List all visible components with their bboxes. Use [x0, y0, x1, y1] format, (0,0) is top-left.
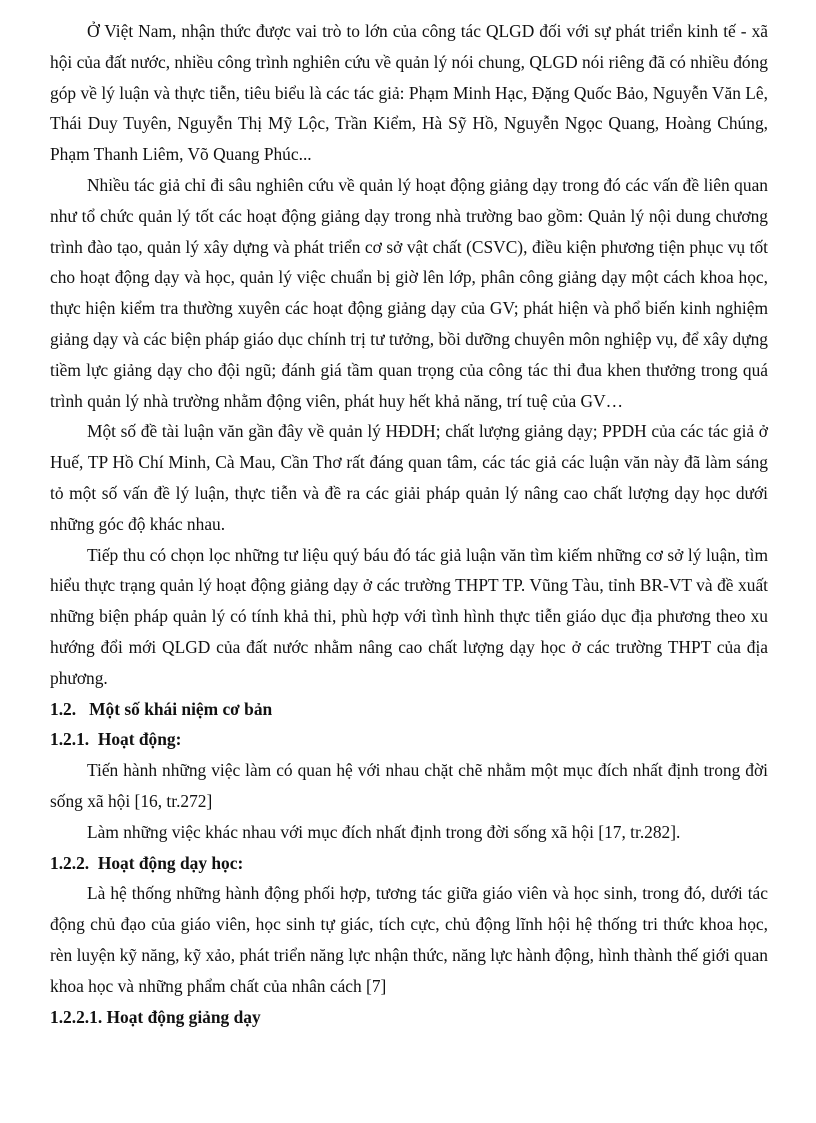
paragraph-activity-def-2: Làm những việc khác nhau với mục đích nhất định trong đời sống xã hội [17, tr.282].: [87, 821, 681, 842]
heading-1-2-2-1: 1.2.2.1. Hoạt động giảng dạy: [50, 1006, 261, 1027]
heading-1-2-2: 1.2.2. Hoạt động dạy học:: [50, 852, 244, 873]
paragraph-teaching-activity-def: Là hệ thống những hành động phối hợp, tương tác giữa giáo viên và học sinh, trong đó, dưới tác động chủ đạo của giáo viên, học sinh tự giác, tích cực, chủ động lĩnh hội hệ thống tri thức khoa học, rèn luyện kỹ năng, kỹ xảo, phát triển năng lực nhận thức, năng lực hành động, hình thành thế giới quan khoa học và những phẩm chất của nhân cách [7]: [50, 883, 768, 996]
heading-1-2: 1.2. Một số khái niệm cơ bản: [50, 698, 273, 719]
paragraph-teaching-management-studies: Nhiều tác giả chỉ đi sâu nghiên cứu về quản lý hoạt động giảng dạy trong đó các vấn đề liên quan như tổ chức quản lý tốt các hoạt động giảng dạy trong nhà trường bao gồm: Quản lý nội dung chương trình đào tạo, quản lý xây dựng và phát triển cơ sở vật chất (CSVC), điều kiện phương tiện phục vụ tốt cho hoạt động dạy và học, quản lý việc chuẩn bị giờ lên lớp, phân công giảng dạy một cách khoa học, thực hiện kiểm tra thường xuyên các hoạt động giảng dạy của GV; phát hiện và phổ biến kinh nghiệm giảng dạy và các biện pháp giáo dục chính trị tư tưởng, bồi dưỡng chuyên môn nghiệp vụ, để xây dựng tiềm lực giảng dạy cho đội ngũ; đánh giá tầm quan trọng của công tác thi đua khen thưởng trong quá trình quản lý nhà trường nhằm động viên, phát huy hết khả năng, trí tuệ của GV…: [50, 174, 768, 411]
paragraph-author-approach: Tiếp thu có chọn lọc những tư liệu quý báu đó tác giả luận văn tìm kiếm những cơ sở lý luận, tìm hiểu thực trạng quản lý hoạt động giảng dạy ở các trường THPT TP. Vũng Tàu, tỉnh BR-VT và đề xuất những biện pháp quản lý có tính khả thi, phù hợp với tình hình thực tiễn giáo dục địa phương theo xu hướng đổi mới QLGD của đất nước nhằm nâng cao chất lượng dạy học ở các trường THPT của địa phương.: [50, 544, 768, 688]
paragraph-research-in-vietnam: Ở Việt Nam, nhận thức được vai trò to lớn của công tác QLGD đối với sự phát triển kinh tế - xã hội của đất nước, nhiều công trình nghiên cứu về quản lý nói chung, QLGD nói riêng đã có nhiều đóng góp về lý luận và thực tiễn, tiêu biểu là các tác giả: Phạm Minh Hạc, Đặng Quốc Bảo, Nguyễn Văn Lê, Thái Duy Tuyên, Nguyễn Thị Mỹ Lộc, Trần Kiểm, Hà Sỹ Hồ, Nguyễn Ngọc Quang, Hoàng Chúng, Phạm Thanh Liêm, Võ Quang Phúc...: [50, 21, 768, 165]
paragraph-recent-theses: Một số đề tài luận văn gần đây về quản lý HĐDH; chất lượng giảng dạy; PPDH của các tác giả ở Huế, TP Hồ Chí Minh, Cà Mau, Cần Thơ rất đáng quan tâm, các tác giả các luận văn này đã làm sáng tỏ một số vấn đề lý luận, thực tiễn và đề ra các giải pháp quản lý nâng cao chất lượng dạy học dưới những góc độ khác nhau.: [50, 421, 768, 534]
document-page: [50, 16, 768, 1032]
paragraph-activity-def-1: Tiến hành những việc làm có quan hệ với nhau chặt chẽ nhằm một mục đích nhất định trong đời sống xã hội [16, tr.272]: [50, 760, 768, 811]
heading-1-2-1: 1.2.1. Hoạt động:: [50, 729, 182, 750]
